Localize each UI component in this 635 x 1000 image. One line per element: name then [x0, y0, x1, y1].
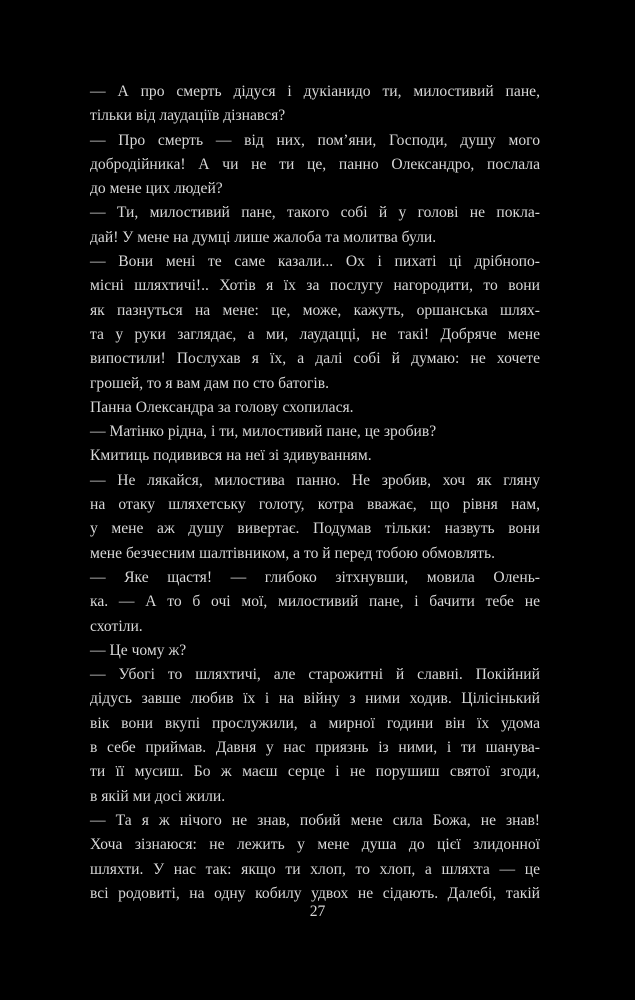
text-line: — Про смерть — від них, пом’яни, Господи, душу мого	[90, 131, 540, 149]
text-line: — Убогі то шляхтичі, але старожитні й славні. Покійний	[90, 666, 540, 684]
text-line: добродійника! А чи не ти це, панно Олександро, послала	[90, 155, 540, 173]
text-line: — Це чому ж?	[90, 641, 187, 659]
text-line: на отаку шляхетську голоту, котра вважає, що рівня нам,	[90, 496, 540, 514]
text-line: випостили! Послухав я їх, а далі собі й думаю: не хочете	[90, 350, 540, 368]
text-line: дідусь завше любив їх і на війну з ними ходив. Цілісінький	[90, 690, 540, 708]
text-line: Кмитиць подивився на неї зі здивуванням.	[90, 447, 372, 465]
text-line: вік вони вкупі прослужили, а мирної години він їх удома	[90, 714, 540, 732]
text-line: — А про смерть дідуся і дукіанидо ти, милостивий пане,	[90, 83, 540, 100]
text-line: Панна Олександра за голову схопилася.	[90, 398, 354, 416]
text-line: — Ти, милостивий пане, такого собі й у голові не покла-	[90, 204, 540, 222]
page-text	[90, 80, 540, 906]
text-line: — Та я ж нічого не знав, побий мене сила Божа, не знав!	[90, 811, 540, 829]
text-line: місні шляхтичі!.. Хотів я їх за послугу нагородити, то вони	[90, 277, 540, 295]
text-line: мене безчесним шалтівником, а то й перед тобою обмовлять.	[90, 544, 496, 562]
text-line: шляхти. У нас так: якщо ти хлоп, то хлоп, а шляхта — це	[90, 860, 540, 878]
text-line: — Яке щастя! — глибоко зітхнувши, мовила Олень-	[90, 568, 540, 586]
text-line: в якій ми досі жили.	[90, 787, 226, 805]
text-line: ка. — А то б очі мої, милостивий пане, і бачити тебе не	[90, 593, 540, 611]
text-line: всі родовиті, на одну кобилу удвох не сідають. Далебі, такій	[90, 884, 540, 902]
text-line: тільки від лаудаціїв дізнався?	[90, 107, 286, 125]
text-line: та у руки заглядає, а ми, лаудацці, не такі! Добряче мене	[90, 325, 540, 343]
page-number: 27	[309, 903, 326, 920]
text-line: як пазнуться на мене: це, може, кажуть, оршанська шлях-	[90, 301, 540, 319]
text-line: в себе приймав. Давня у нас приязнь із ними, і ти шанува-	[90, 739, 540, 757]
text-line: — Не лякайся, милостива панно. Не зробив, хоч як гляну	[90, 471, 540, 489]
text-line: — Вони мені те саме казали... Ох і пихаті ці дрібнопо-	[90, 253, 540, 271]
text-line: у мене аж душу вивертає. Подумав тільки: назвуть вони	[90, 520, 540, 538]
text-line: дай! У мене на думці лише жалоба та молитва були.	[90, 228, 437, 246]
text-line: схотіли.	[90, 617, 143, 635]
text-line: — Матінко рідна, і ти, милостивий пане, це зробив?	[90, 423, 437, 441]
text-line: Хоча зізнаюся: не лежить у мене душа до цієї злидонної	[90, 836, 540, 854]
text-line: до мене цих людей?	[90, 180, 223, 198]
text-line: грошей, то я вам дам по сто батогів.	[90, 374, 330, 392]
text-line: ти її мусиш. Бо ж маєш серце і не порушиш святої згоди,	[90, 763, 540, 781]
